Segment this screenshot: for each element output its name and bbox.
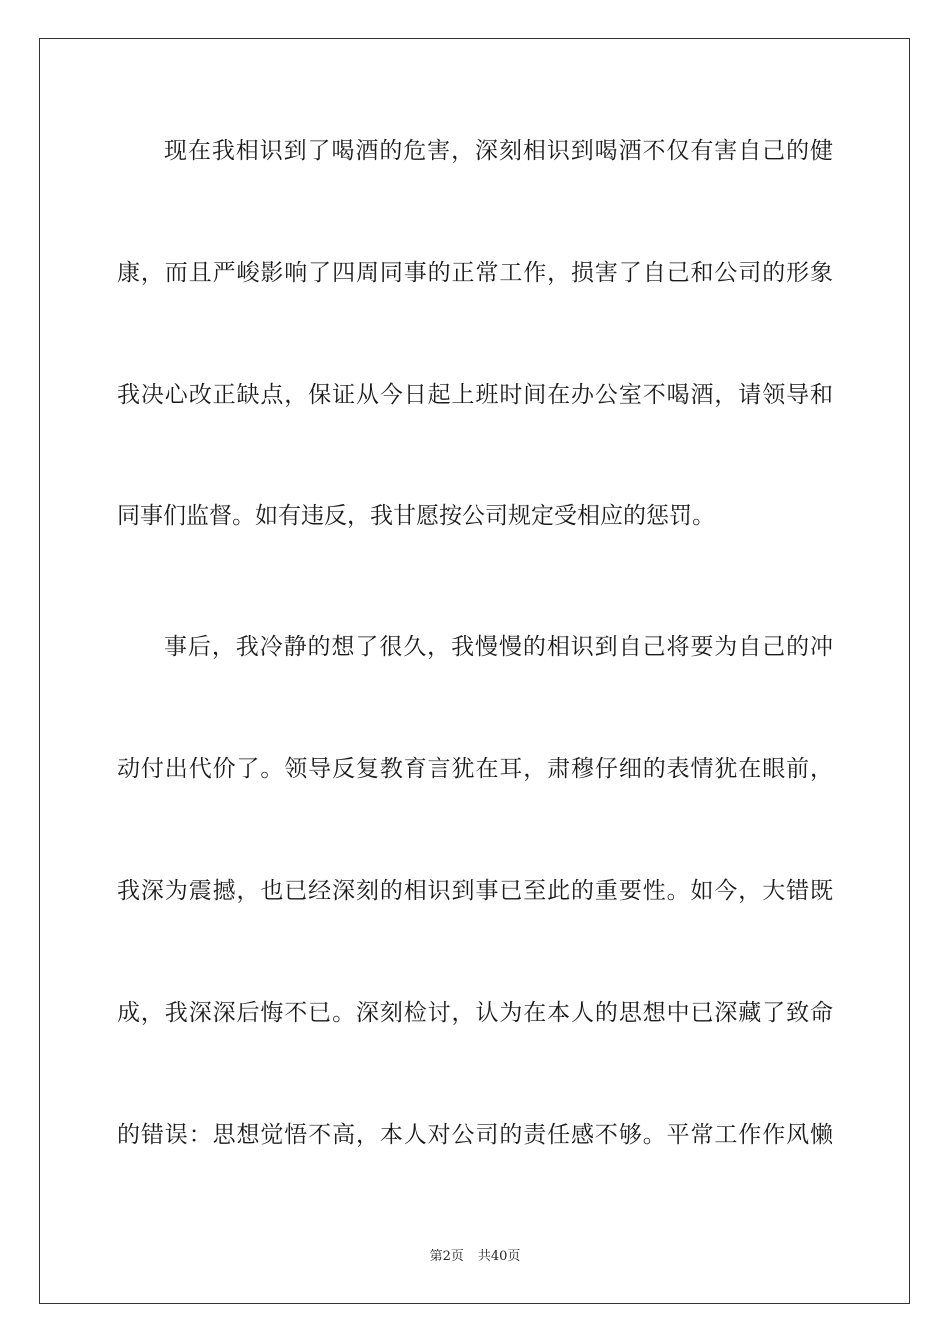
paragraph-2-line-1: 事后，我冷静的想了很久，我慢慢的相识到自己将要为自己的冲 bbox=[164, 634, 833, 660]
paragraph-2-line-2: 动付出代价了。领导反复教育言犹在耳，肃穆仔细的表情犹在眼前， bbox=[117, 756, 833, 782]
paragraph-1-line-2: 康，而且严峻影响了四周同事的正常工作，损害了自己和公司的形象 bbox=[117, 260, 833, 286]
paragraph-2-line-3: 我深为震撼，也已经深刻的相识到事已至此的重要性。如今，大错既 bbox=[117, 878, 833, 904]
paragraph-1-line-1: 现在我相识到了喝酒的危害，深刻相识到喝酒不仅有害自己的健 bbox=[164, 138, 833, 164]
page-number: 第2页 bbox=[429, 1249, 464, 1264]
page-border bbox=[39, 38, 910, 1304]
paragraph-2-line-5: 的错误：思想觉悟不高，本人对公司的责任感不够。平常工作作风懒 bbox=[117, 1122, 833, 1148]
page-footer bbox=[0, 1248, 950, 1266]
paragraph-2-line-4: 成，我深深后悔不已。深刻检讨，认为在本人的思想中已深藏了致命 bbox=[117, 1000, 833, 1026]
paragraph-1-line-3: 我决心改正缺点，保证从今日起上班时间在办公室不喝酒，请领导和 bbox=[117, 382, 833, 408]
paragraph-1-line-4: 同事们监督。如有违反，我甘愿按公司规定受相应的惩罚。 bbox=[117, 503, 715, 529]
page-total: 共40页 bbox=[477, 1249, 521, 1264]
